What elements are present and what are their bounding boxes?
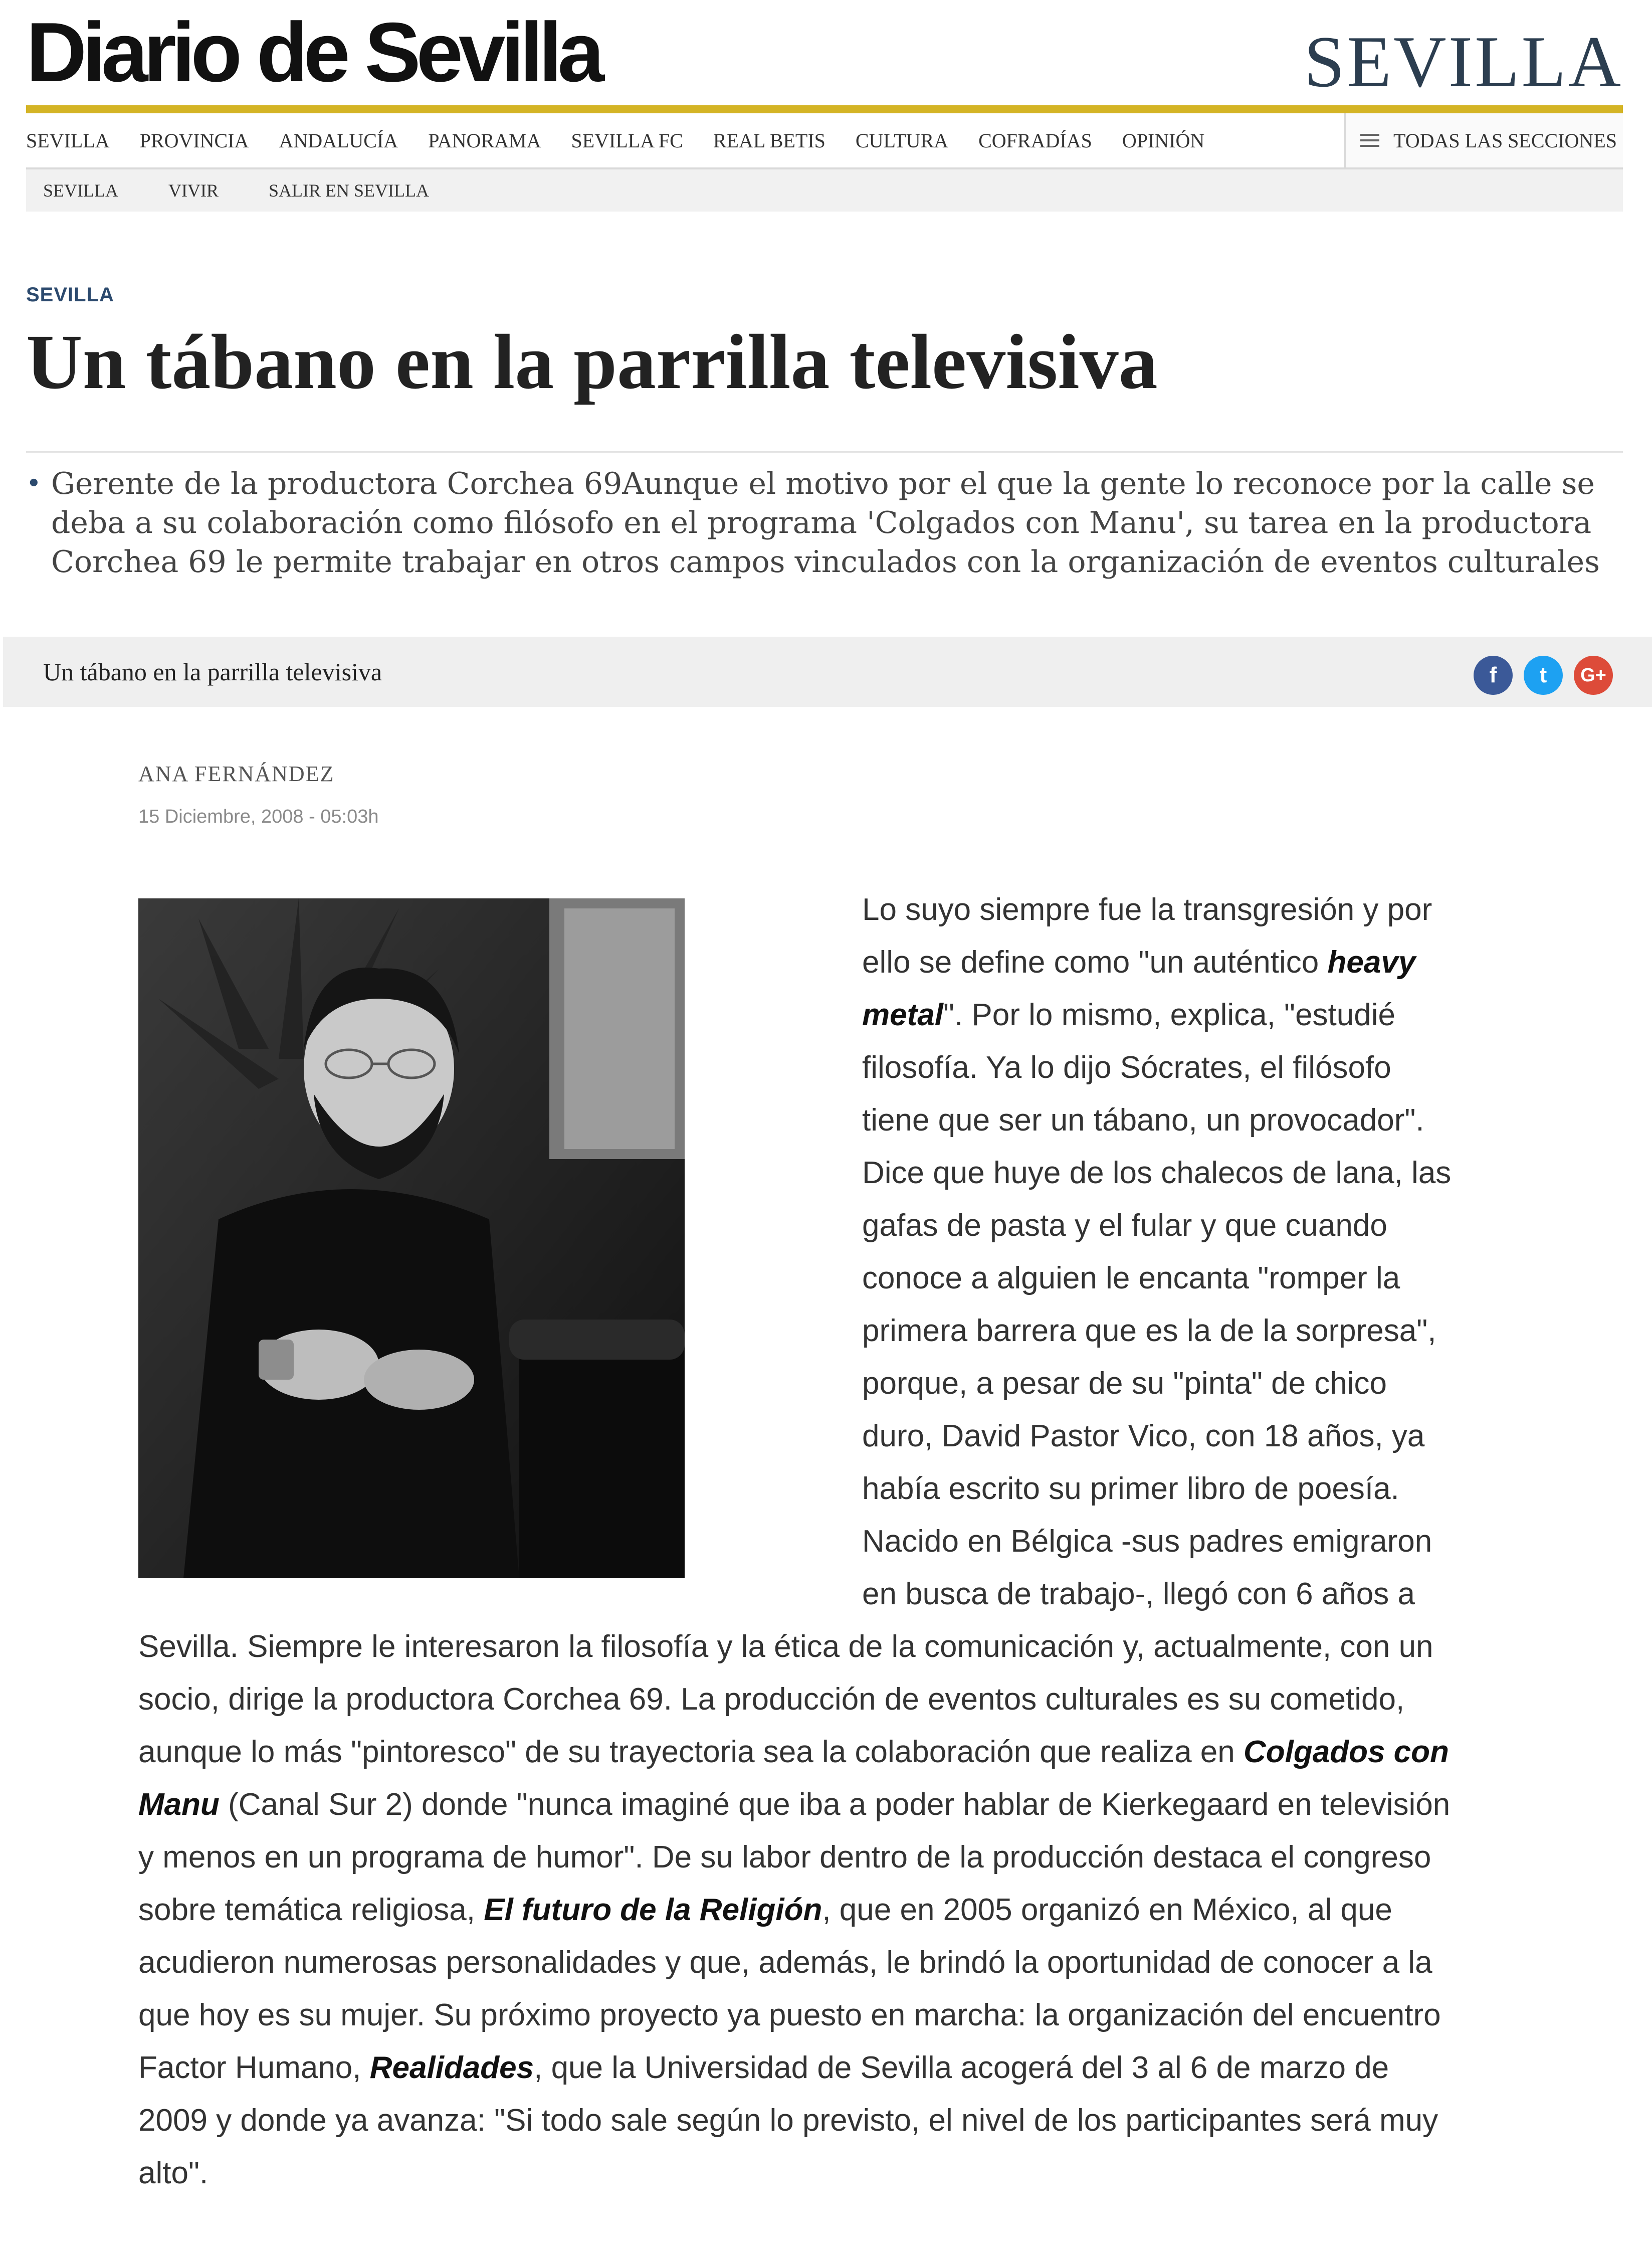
article-paragraph: Lo suyo siempre fue la transgresión y por ello se define como "un auténtico heavy metal". Por lo mismo, explica, "estudié filosofía. Ya lo dijo Sócrates, el filósofo tiene que ser un tábano, un provocador". Dice que huye de los chalecos de lana, las gafas de pasta y el fular y que cuando conoce a alguien le encanta "romper la primera barrera que es la de la sorpresa", porque, a pesar de su "pinta" de chico duro, David Pastor Vico, con 18 años, ya había escrito su primer libro de poesía. Nacido en Bélgica -sus padres emigraron en busca de trabajo-, llegó con 6 años a Sevilla. Siempre le interesaron la filosofía y la ética de la comunicación y, actualmente, con un socio, dirige la productora Corchea 69. La producción de eventos culturales es su cometido, aunque lo más "pintoresco" de su trayectoria sea la colaboración que realiza en Colgados con Manu (Canal Sur 2) donde "nunca imaginé que iba a poder hablar de Kierkegaard en televisión y menos en un programa de humor". De su labor dentro de la producción destaca el congreso sobre temática religiosa, El futuro de la Religión, que en 2005 organizó en México, al que acudieron numerosas personalidades y que, además, le brindó la oportunidad de conocer a la que hoy es su mujer. Su próximo proyecto ya puesto en marcha: la organización del encuentro Factor Humano, Realidades, que la Universidad de Sevilla acogerá del 3 al 6 de marzo de 2009 y donde ya avanza: "Si todo sale según lo previsto, el nivel de los participantes será muy alto". [138,892,1452,2190]
share-bar-title: Un tábano en la parrilla televisiva [43,658,382,686]
subnav-item-sevilla[interactable]: SEVILLA [43,180,118,201]
sub-nav [26,169,1623,212]
emphasis-realidades: Realidades [369,2050,534,2085]
masthead-divider [26,105,1623,113]
bullet-icon: • [26,469,42,499]
summary-text: Gerente de la productora Corchea 69Aunque el motivo por el que la gente lo reconoce por la calle se deba a su colaboración como filósofo en el programa 'Colgados con Manu', su tarea en la productora Corchea 69 le permite trabajar en otros campos vinculados con la organización de eventos culturales [51,466,1600,580]
all-sections-label: TODAS LAS SECCIONES [1393,129,1617,152]
social-buttons [1474,656,1613,695]
subnav-item-vivir[interactable]: VIVIR [168,180,219,201]
all-sections-button[interactable] [1344,113,1623,167]
section-title[interactable]: SEVILLA [1304,21,1623,102]
emphasis-el-futuro-de-la-religion: El futuro de la Religión [484,1893,822,1927]
emphasis-colgados-con-manu: Colgados con Manu [138,1735,1449,1822]
google-plus-share-icon[interactable]: G+ [1574,656,1613,695]
site-logo[interactable]: Diario de Sevilla [26,5,600,99]
nav-item-provincia[interactable]: PROVINCIA [139,129,249,152]
nav-item-sevilla[interactable]: SEVILLA [26,129,110,152]
nav-item-opinion[interactable]: OPINIÓN [1122,129,1205,152]
subnav-item-salir-en-sevilla[interactable]: SALIR EN SEVILLA [268,180,429,201]
emphasis-heavy-metal: heavy metal [862,945,1416,1032]
article-headline: Un tábano en la parrilla televisiva [26,318,1158,405]
menu-icon [1360,134,1379,147]
article-summary [26,464,1620,582]
share-bar [3,637,1652,707]
nav-item-andalucia[interactable]: ANDALUCÍA [279,129,398,152]
article-date: 15 Diciembre, 2008 - 05:03h [138,806,379,827]
nav-item-panorama[interactable]: PANORAMA [428,129,541,152]
facebook-share-icon[interactable]: f [1474,656,1513,695]
twitter-share-icon[interactable]: t [1524,656,1563,695]
article-author[interactable]: ANA FERNÁNDEZ [138,762,335,786]
article-section-label[interactable]: SEVILLA [26,284,114,306]
nav-item-cultura[interactable]: CULTURA [855,129,949,152]
nav-item-cofradias[interactable]: COFRADÍAS [978,129,1092,152]
nav-item-sevilla-fc[interactable]: SEVILLA FC [571,129,683,152]
article-body [138,883,1452,2199]
nav-item-real-betis[interactable]: REAL BETIS [713,129,825,152]
headline-divider [26,451,1623,453]
photo-spacer [138,883,695,1581]
main-nav [26,113,1623,169]
